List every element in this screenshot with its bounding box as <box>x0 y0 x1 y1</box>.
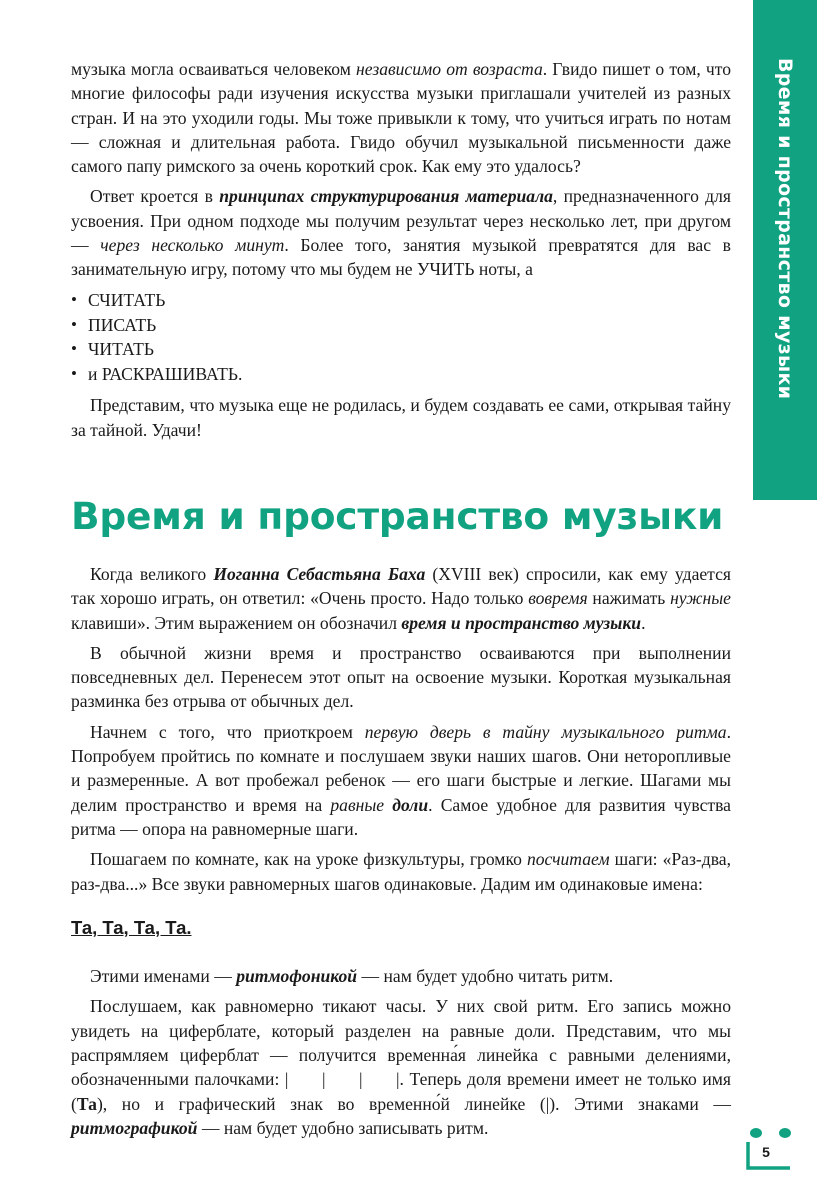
intro-paragraph-2: Ответ кроется в принципах структурирования материала, предназначенного для усвоения. При одном подходе мы получим результат через несколько лет, при другом — через несколько минут. Более того, занятия музыкой превратятся для вас в занимательную игру, потому что мы будем не УЧИТЬ ноты, а <box>71 186 731 280</box>
section-paragraph-4: Пошагаем по комнате, как на уроке физкультуры, громко посчитаем шаги: «Раз-два, раз-два...» Все звуки равномерных шагов одинаковые. Дадим им одинаковые имена: <box>71 849 731 894</box>
section-paragraph-1: Когда великого Иоганна Себастьяна Баха (XVIII век) спросили, как ему удается так хорошо играть, он ответил: «Очень просто. Надо только вовремя нажимать нужные клавиши». Этим выражением он обозначил время и пространство музыки. <box>71 564 731 633</box>
list-item: • ЧИТАТЬ <box>71 337 731 362</box>
section-paragraph-2: В обычной жизни время и пространство осваиваются при выполнении повседневных дел. Перенесем этот опыт на освоение музыки. Короткая музыкальная разминка без отрыва от обычных дел. <box>71 642 731 712</box>
page-number: 5 <box>762 1144 770 1160</box>
chapter-side-tab <box>753 0 817 500</box>
list-item: • ПИСАТЬ <box>71 313 731 338</box>
intro-text <box>71 57 731 448</box>
section-heading: Время и пространство музыки <box>71 494 724 538</box>
bullet-list <box>71 288 731 388</box>
rhythm-syllables: Та, Та, Та, Та. <box>71 916 192 938</box>
list-item: • и РАСКРАШИВАТЬ. <box>71 362 731 387</box>
section-paragraph-5: Этими именами — ритмофоникой — нам будет удобно читать ритм. <box>90 966 614 987</box>
side-tab-label: Время и пространство музыки <box>774 58 796 400</box>
section-paragraph-3: Начнем с того, что приоткроем первую дверь в тайну музыкального ритма. Попробуем пройтись по комнате и послушаем звуки наших шагов. Они неторопливые и размеренные. А вот пробежал ребенок — его шаги быстрые и легкие. Шагами мы делим пространство и время на равные доли. Самое удобное для развития чувства ритма — опора на равномерные шаги. <box>71 721 731 839</box>
list-item: • СЧИТАТЬ <box>71 288 731 313</box>
page-number-badge <box>744 1124 804 1174</box>
intro-paragraph-1: музыка могла осваиваться человеком независимо от возраста. Гвидо пишет о том, что многие философы ради изучения искусства музыки приглашали учителей из разных стран. И на это уходили годы. Мы тоже привыкли к тому, что учиться играть по нотам — сложная и длительная работа. Гвидо обучил музыкальной письменности даже самого папу римского за очень короткий срок. Как ему это удалось? <box>71 59 732 177</box>
section-body <box>71 562 736 1146</box>
intro-paragraph-3: Представим, что музыка еще не родилась, и будем создавать ее сами, открывая тайну за тайной. Удачи! <box>71 395 731 440</box>
section-paragraph-6: Послушаем, как равномерно тикают часы. У них свой ритм. Его запись можно увидеть на циферблате, который разделен на равные доли. Представим, что мы распрямляем циферблат — получится временна́я линейка с равными делениями, обозначенными палочками: | | | |. Теперь доля времени имеет не только имя (Та), но и графический знак во временно́й линейке (|). Этими знаками — ритмографикой — нам будет удобно записывать ритм. <box>71 996 736 1138</box>
